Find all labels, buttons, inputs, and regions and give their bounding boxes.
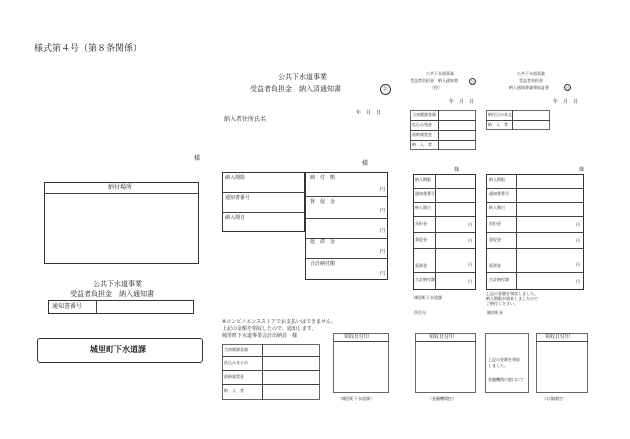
col3-town: 城里町長 <box>487 310 503 315</box>
col3-sama: 様 <box>579 167 585 173</box>
main-left-table <box>222 172 305 232</box>
col2-row-label: 納入期限 <box>415 177 431 182</box>
col2-row-label: 督促金 <box>415 237 427 242</box>
col2-copy-mark: （控） <box>430 85 442 90</box>
row-due-date: 納入期日 <box>225 215 246 221</box>
col2-row-label: 負担金 <box>415 221 427 226</box>
col3-subagency: 受益者負担金 <box>519 78 543 83</box>
col2-row-label: 納入期日 <box>415 205 431 210</box>
col3-stamp-box <box>536 333 588 393</box>
cell-label: 払込みまとめ <box>224 360 248 365</box>
col3-row-label: 合計納付額 <box>489 277 509 282</box>
stub-title: 受益者負担金 納入通知書 <box>70 290 154 298</box>
yen-unit: 円 <box>380 187 386 193</box>
receipt-stamp-footer: （城里町下水道課） <box>338 396 374 401</box>
sama-left: 様 <box>194 155 201 162</box>
col3-row-label: 納入期限 <box>489 177 505 182</box>
col3-row-label: 通知書番号 <box>489 191 509 196</box>
col3-title: 納入通知書兼領収証書 <box>509 85 549 90</box>
main-date: 年 月 日 <box>356 110 382 116</box>
col2-row-label: 通知書番号 <box>415 191 435 196</box>
col2-note: 四合分： <box>414 310 430 315</box>
yen-unit: 円 <box>468 238 472 243</box>
col2-footer: （金融機関控） <box>428 396 456 401</box>
convenience-note-3: 城里町下水道事業会計出納員 様 <box>222 333 298 339</box>
cell-label: 納付日の本文 <box>488 112 512 117</box>
main-agency: 公共下水道事業 <box>278 73 327 81</box>
col3-note: ご納付ください。 <box>486 301 518 306</box>
col3-row-label: 延滞金 <box>489 263 501 268</box>
seal-icon: 公 <box>470 79 475 84</box>
receipt-stamp-box <box>333 333 389 393</box>
col2-title: 受益者負担金 納入通知書 <box>410 78 458 83</box>
col2-agency: 公共下水道事業 <box>426 71 454 76</box>
main-title: 受益者負担金 納入済通知書 <box>250 85 341 93</box>
col3-stamp-label: 領収日付印 <box>545 334 571 340</box>
seal-icon: 公 <box>380 84 391 95</box>
payer-label: 納入者住所氏名 <box>224 116 267 123</box>
payment-place-box <box>44 182 199 264</box>
convenience-note-1: ※コンビニエンスストアでお支払いはできません。 <box>222 319 337 325</box>
form-title: 様式第４号（第８条関係） <box>34 44 143 54</box>
col2-row-label: 延滞金 <box>415 263 427 268</box>
col3-row-label: 負担金 <box>489 221 501 226</box>
col2-date: 年 月 日 <box>449 99 475 105</box>
col2-stamp-label: 領収日付印 <box>429 334 455 340</box>
cell-label: 前納報奨金 <box>412 132 432 137</box>
col2-sama: 様 <box>454 167 460 173</box>
col3-row-label: 督促金 <box>489 237 501 242</box>
yen-unit: 円 <box>380 228 386 234</box>
seal-icon: 公 <box>565 85 570 90</box>
issuer-name: 城里町下水道課 <box>90 345 146 354</box>
yen-unit: 円 <box>380 208 386 214</box>
yen-unit: 円 <box>576 279 580 284</box>
yen-unit: 円 <box>576 262 580 267</box>
cell-label: 払込み残金 <box>412 122 432 127</box>
yen-unit: 円 <box>576 222 580 227</box>
row-total: 合計納付額 <box>310 261 336 267</box>
col2-stamp-box <box>415 333 476 393</box>
col2-note: 城里町下水道課 <box>414 295 442 300</box>
receipt-stamp-label: 領収日付印 <box>344 334 370 340</box>
col2-row-label: 合計納付額 <box>415 277 435 282</box>
cell-label: 納 入 者 <box>224 388 244 393</box>
stub-number-label: 通知書番号 <box>52 303 83 310</box>
cell-label: 納 入 者 <box>412 142 432 147</box>
col3-note: 納入期限が到来しましたので <box>486 296 538 301</box>
sama-amount: 様 <box>362 160 369 167</box>
yen-unit: 円 <box>468 222 472 227</box>
cell-label: 当初賦課金額 <box>224 347 248 352</box>
col3-side-note: 上記の金額を領収 <box>488 357 520 362</box>
cell-label: 前納報奨金 <box>224 374 244 379</box>
row-payment-amount: 納 付 額 <box>310 175 336 181</box>
cell-label: 納 入 者 <box>488 122 508 127</box>
row-dunning-fee: 督 促 金 <box>310 199 336 205</box>
col3-agency: 公共下水道事業 <box>517 71 545 76</box>
row-late-fee: 延 滞 金 <box>310 239 336 245</box>
col3-date: 年 月 日 <box>553 99 579 105</box>
cell-label: 当初賦課金額 <box>412 112 436 117</box>
stub-agency: 公共下水道事業 <box>93 280 142 288</box>
yen-unit: 円 <box>380 271 386 277</box>
yen-unit: 円 <box>576 238 580 243</box>
payment-place-label: 納付場所 <box>108 184 133 191</box>
col3-row-label: 納入期日 <box>489 205 505 210</box>
col3-side-note: 金融機関の窓口にて <box>488 377 524 382</box>
col3-side-note: しました。 <box>488 363 508 368</box>
row-deadline: 納入期限 <box>225 175 246 181</box>
yen-unit: 円 <box>468 279 472 284</box>
yen-unit: 円 <box>468 262 472 267</box>
yen-unit: 円 <box>380 249 386 255</box>
col3-footer: （お客様控） <box>542 396 566 401</box>
convenience-note-2: 上記の金額を領収したので、通知します。 <box>222 326 317 332</box>
col3-note: 上記の金額を領収しました。 <box>486 291 538 296</box>
row-notice-number: 通知書番号 <box>225 195 251 201</box>
